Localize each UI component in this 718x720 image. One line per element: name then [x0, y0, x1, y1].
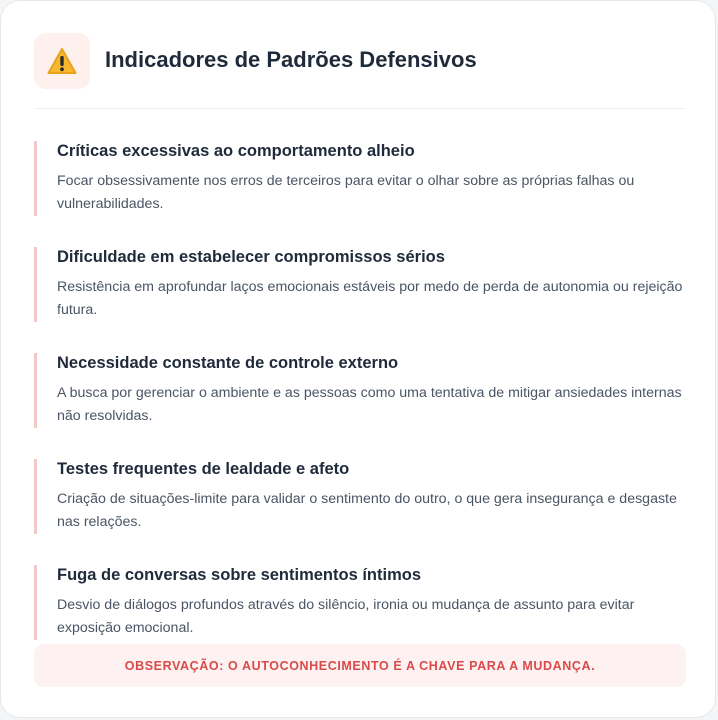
- list-item: [34, 141, 686, 216]
- item-title: Necessidade constante de controle externo: [57, 354, 399, 372]
- indicator-list: [34, 141, 686, 671]
- list-item: [34, 565, 686, 640]
- item-description: Focar obsessivamente nos erros de terceiros para evitar o olhar sobre as próprias falhas ou vulnerabilidades.: [57, 173, 635, 212]
- item-description: Resistência em aprofundar laços emocionais estáveis por medo de perda de autonomia ou rejeição futura.: [57, 279, 683, 318]
- item-description: Criação de situações-limite para validar o sentimento do outro, o que gera insegurança e desgaste nas relações.: [57, 491, 677, 530]
- item-description: A busca por gerenciar o ambiente e as pessoas como uma tentativa de mitigar ansiedades internas não resolvidas.: [57, 385, 682, 424]
- list-item: [34, 459, 686, 534]
- item-title: Críticas excessivas ao comportamento alheio: [57, 142, 415, 160]
- page-title: Indicadores de Padrões Defensivos: [105, 47, 477, 72]
- card-header: [34, 33, 686, 109]
- list-item: [34, 353, 686, 428]
- item-title: Testes frequentes de lealdade e afeto: [57, 460, 350, 478]
- warning-icon: [34, 33, 90, 89]
- list-item: [34, 247, 686, 322]
- item-description: Desvio de diálogos profundos através do silêncio, ironia ou mudança de assunto para evitar exposição emocional.: [57, 597, 635, 636]
- observation-banner: [34, 644, 686, 687]
- item-title: Dificuldade em estabelecer compromissos sérios: [57, 248, 445, 266]
- observation-text: OBSERVAÇÃO: O AUTOCONHECIMENTO É A CHAVE PARA A MUDANÇA.: [124, 658, 596, 673]
- item-title: Fuga de conversas sobre sentimentos íntimos: [57, 566, 422, 584]
